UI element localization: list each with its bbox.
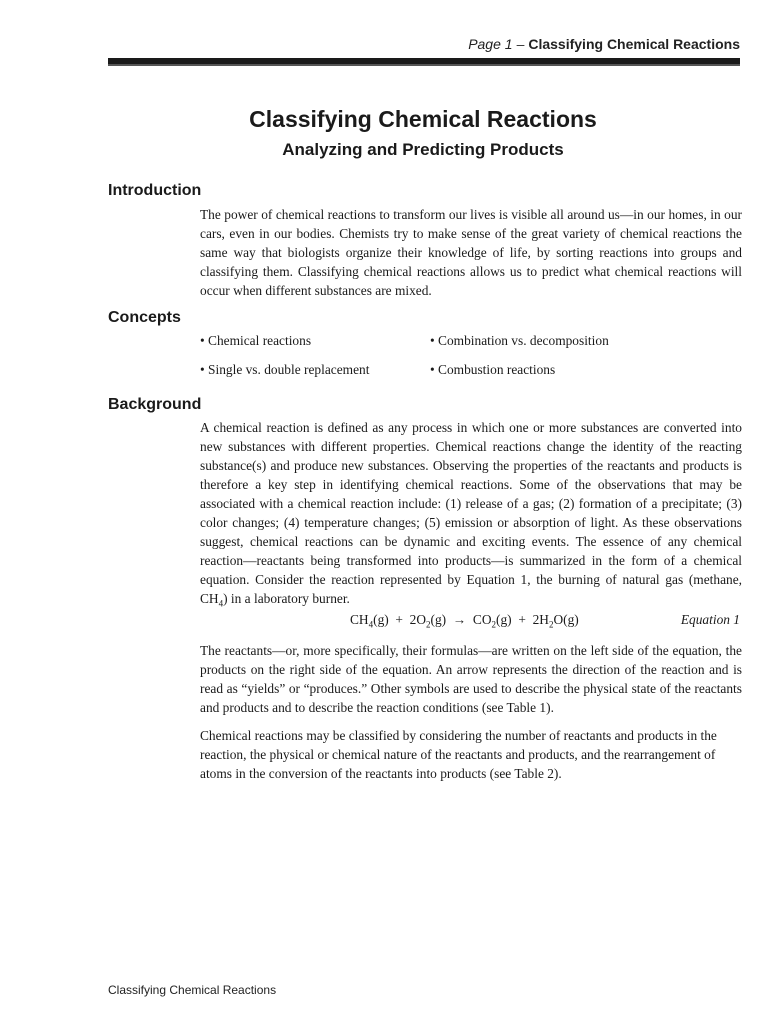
background-heading: Background xyxy=(108,396,202,413)
concept-item: • Single vs. double replacement xyxy=(200,362,370,377)
concept-item: • Combination vs. decomposition xyxy=(430,333,609,348)
background-paragraph-1: A chemical reaction is defined as any process in which one or more substances are converted into new substances with different properties. Chemical reactions change the identity of the reacting substance(s) and produce new substances. Observing the properties of the reactants and products is therefore a key step in identifying chemical reactions. Some of the observations that may be associated with a chemical reaction include: (1) release of a gas; (2) formation of a precipitate; (3) color changes; (4) temperature changes; (5) emission or absorption of light. As these observations suggest, chemical reactions can be dynamic and exciting events. The essence of any chemical reaction—reactants being transformed into products—is summarized in the form of a chemical equation. Consider the reaction represented by Equation 1, the burning of natural gas (methane, $CH_4$) in a laboratory burner. xyxy=(200,420,742,609)
introduction-heading: Introduction xyxy=(108,182,202,199)
concept-item: • Combustion reactions xyxy=(430,362,556,377)
introduction-text: The power of chemical reactions to transform our lives is visible all around us—in our homes, in our cars, even in our bodies. Chemists try to make sense of the great variety of chemical reactions the same way that biologists organize their knowledge of life, by sorting reactions into groups and classifying them. Classifying chemical reactions allows us to predict what chemical reactions will occur when different substances are mixed. xyxy=(200,207,742,298)
header-title: Classifying Chemical Reactions xyxy=(528,36,740,52)
background-paragraph-3: Chemical reactions may be classified by considering the number of reactants and products in the reaction, the physical or chemical nature of the reactants and products, and the rearrangement of atoms in the conversion of the reactants into products (see Table 2). xyxy=(200,728,717,781)
chemical-equation xyxy=(200,612,742,632)
concept-item: • Chemical reactions xyxy=(200,333,312,348)
running-footer: Classifying Chemical Reactions xyxy=(108,983,277,997)
document-title: Classifying Chemical Reactions xyxy=(249,106,597,132)
header-separator: – xyxy=(516,36,525,52)
header-page-label: Page 1 xyxy=(468,36,513,52)
equation-formula: $CH_4(g) + 2O_2(g) \to CO_2(g) + 2H_2O(g)$ xyxy=(350,612,579,630)
concepts-heading: Concepts xyxy=(108,309,181,326)
header-rule xyxy=(108,58,740,66)
equation-label: Equation 1 xyxy=(680,612,740,627)
running-header xyxy=(468,36,740,52)
document-subtitle: Analyzing and Predicting Products xyxy=(282,140,564,159)
background-paragraph-2: The reactants—or, more specifically, their formulas—are written on the left side of the equation, the products on the right side of the equation. An arrow represents the direction of the reaction and is read as “yields” or “produces.” Other symbols are used to describe the physical state of the reactants and products and to describe the reaction conditions (see Table 1). xyxy=(200,643,742,715)
